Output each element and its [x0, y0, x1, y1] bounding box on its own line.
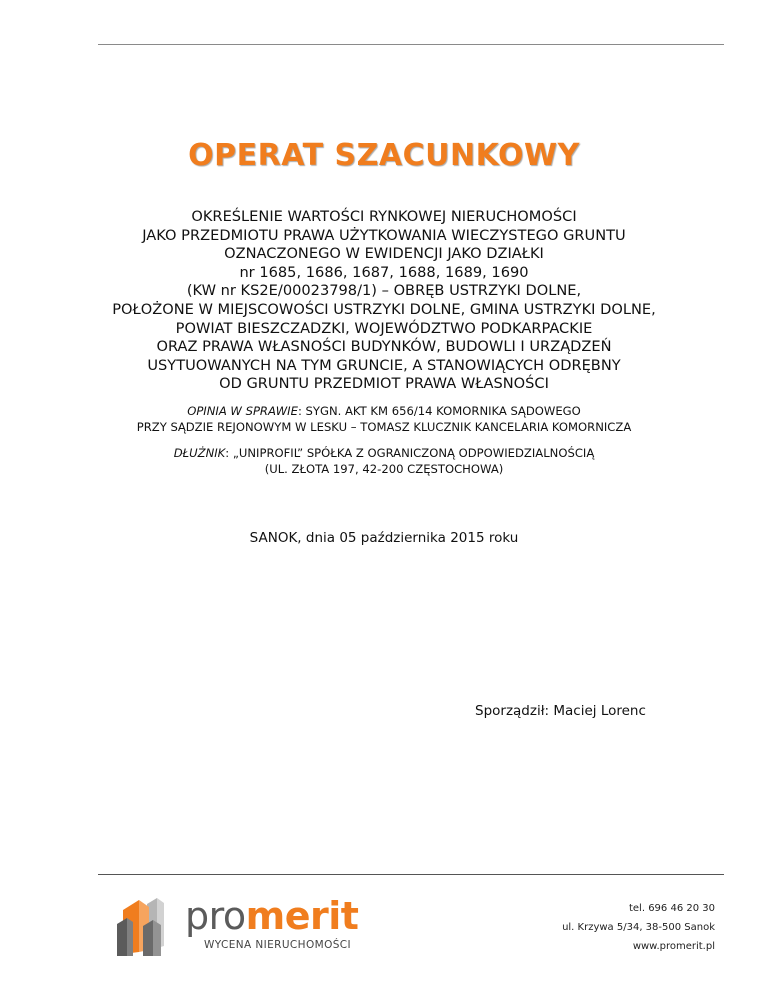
- opinion-court: PRZY SĄDZIE REJONOWYM W LESKU – TOMASZ KLUCZNIK KANCELARIA KOMORNICZA: [136, 419, 632, 434]
- subject-line: nr 1685, 1686, 1687, 1688, 1689, 1690: [239, 263, 529, 281]
- logo-wordmark: [185, 894, 358, 938]
- logo-tagline: WYCENA NIERUCHOMOŚCI: [204, 939, 352, 951]
- footer-divider: [98, 874, 724, 875]
- logo-wordmark-pro: pro: [185, 894, 246, 938]
- subject-line: (KW nr KS2E/00023798/1) – OBRĘB USTRZYKI DOLNE,: [186, 282, 582, 300]
- debtor-label: DŁUŻNIK: [173, 446, 226, 460]
- place-and-date: SANOK, dnia 05 października 2015 roku: [249, 530, 519, 546]
- contact-phone: tel. 696 46 20 30: [628, 903, 715, 914]
- subject-line: OKREŚLENIE WARTOŚCI RYNKOWEJ NIERUCHOMOŚCI: [191, 208, 577, 225]
- subject-block: [60, 208, 708, 394]
- subject-line: POWIAT BIESZCZADZKI, WOJEWÓDZTWO PODKARPACKIE: [175, 319, 593, 337]
- subject-line: POŁOŻONE W MIEJSCOWOŚCI USTRZYKI DOLNE, GMINA USTRZYKI DOLNE,: [112, 300, 656, 318]
- subject-line: ORAZ PRAWA WŁASNOŚCI BUDYNKÓW, BUDOWLI I URZĄDZEŃ: [156, 338, 612, 356]
- subject-line: OD GRUNTU PRZEDMIOT PRAWA WŁASNOŚCI: [219, 375, 549, 393]
- document-title: OPERAT SZACUNKOWY: [188, 138, 580, 173]
- author-signature: Sporządził: Maciej Lorenc: [475, 703, 646, 719]
- logo-wordmark-merit: merit: [245, 894, 359, 938]
- subject-line: USYTUOWANYCH NA TYM GRUNCIE, A STANOWIĄCYCH ODRĘBNY: [147, 356, 621, 374]
- contact-website[interactable]: www.promerit.pl: [632, 941, 715, 952]
- opinion-label: OPINIA W SPRAWIE: [187, 404, 298, 418]
- debtor-name: : „UNIPROFIL” SPÓŁKA Z OGRANICZONĄ ODPOWIEDZIALNOŚCIĄ: [225, 446, 595, 460]
- subject-line: OZNACZONEGO W EWIDENCJI JAKO DZIAŁKI: [224, 245, 544, 263]
- debtor-address: (UL. ZŁOTA 197, 42-200 CZĘSTOCHOWA): [264, 461, 504, 476]
- buildings-logo-icon: [117, 898, 179, 956]
- opinion-block: [60, 404, 708, 435]
- debtor-block: [60, 446, 708, 477]
- opinion-case-number: : SYGN. AKT KM 656/14 KOMORNIKA SĄDOWEGO: [297, 404, 581, 418]
- subject-line: JAKO PRZEDMIOTU PRAWA UŻYTKOWANIA WIECZYSTEGO GRUNTU: [142, 226, 626, 244]
- promerit-logo: [117, 894, 367, 956]
- top-divider: [98, 44, 724, 45]
- contact-address: ul. Krzywa 5/34, 38-500 Sanok: [562, 922, 715, 933]
